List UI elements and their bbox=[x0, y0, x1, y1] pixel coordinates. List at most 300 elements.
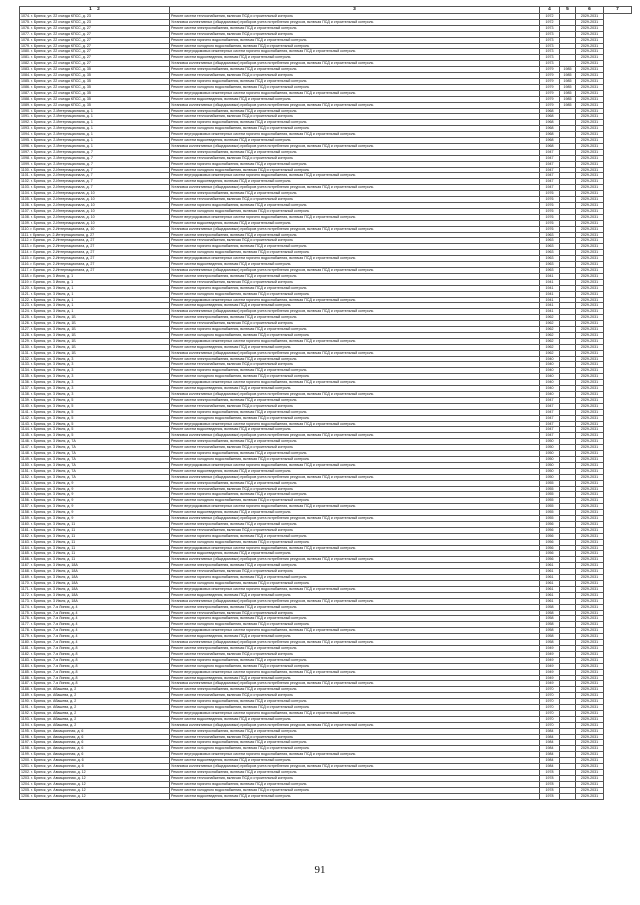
row-year-built: 1968 bbox=[540, 138, 560, 144]
row-planned-period: 2029-2031 bbox=[576, 740, 604, 746]
row-year-built: 1976 bbox=[540, 208, 560, 214]
row-address-text: г. Брянск, ул. 7-я Линия, д. 8 bbox=[30, 681, 78, 686]
row-planned-period: 2029-2031 bbox=[576, 705, 604, 711]
row-work-type: Ремонт внутридомовых инженерных систем горячего водоснабжения, включая ПСД и строительный контроль bbox=[170, 710, 540, 716]
row-planned-period: 2029-2031 bbox=[576, 185, 604, 191]
row-address-text: г. Брянск, ул. 3 Июля, д. 1Б bbox=[30, 344, 76, 349]
row-planned-period: 2029-2031 bbox=[576, 220, 604, 226]
row-address: 1148. г. Брянск, ул. 3 Июля, д. 7А bbox=[20, 451, 170, 457]
row-number: 1107 bbox=[21, 208, 29, 213]
row-year-reconstructed: 1985 bbox=[560, 102, 576, 108]
row-address-text: г. Брянск, ул. 3 Июля, д. 9 bbox=[30, 498, 74, 503]
row-number: 1147 bbox=[21, 445, 29, 450]
row-work-type: Ремонт внутридомовых инженерных систем горячего водоснабжения, включая ПСД и строительный контроль bbox=[170, 462, 540, 468]
row-address-text: г. Брянск, ул. 22 съезда КПСС, д. 23 bbox=[31, 14, 91, 18]
row-planned-period: 2029-2031 bbox=[576, 516, 604, 522]
row-work-type: Ремонт систем водоотведения, включая ПСД и строительный контроль bbox=[170, 262, 540, 268]
row-work-type: Ремонт систем холодного водоснабжения, включая ПСД и строительный контроль bbox=[170, 415, 540, 421]
row-number: 1152 bbox=[21, 474, 29, 479]
row-year-built: 1984 bbox=[540, 752, 560, 758]
row-work-type: Ремонт систем теплоснабжения, включая ПСД и строительный контроль bbox=[170, 445, 540, 451]
row-address: 1161. г. Брянск, ул. 3 Июля, д. 11 bbox=[20, 527, 170, 533]
row-address-text: г. Брянск, ул. 3 Июля, д. 11 bbox=[30, 545, 76, 550]
row-year-built: 1958 bbox=[540, 610, 560, 616]
row-work-type: Ремонт систем электроснабжения, включая ПСД и строительный контроль bbox=[170, 563, 540, 569]
row-address-text: г. Брянск, ул. 3 Июля, д. 7А bbox=[30, 468, 76, 473]
row-address-text: г. Брянск, ул. 7-я Линия, д. 8 bbox=[30, 657, 78, 662]
row-year-built: 1940 bbox=[540, 356, 560, 362]
row-address-text: г. Брянск, ул. 3 Июля, д. 5 bbox=[30, 397, 74, 402]
row-work-type: Ремонт систем холодного водоснабжения, включая ПСД и строительный контроль bbox=[170, 250, 540, 256]
row-year-built: 1955 bbox=[540, 510, 560, 516]
row-planned-period: 2029-2031 bbox=[576, 699, 604, 705]
row-year-built: 1984 bbox=[540, 728, 560, 734]
row-address-text: г. Брянск, ул. 2-Интернационала, д. 1 bbox=[31, 120, 93, 125]
row-address-text: г. Брянск, ул. 3 Июля, д. 18А bbox=[30, 592, 78, 597]
row-work-type: Ремонт систем электроснабжения, включая ПСД и строительный контроль bbox=[170, 67, 540, 73]
row-planned-period: 2029-2031 bbox=[576, 533, 604, 539]
row-planned-period: 2029-2031 bbox=[576, 445, 604, 451]
row-address: 1194. г. Брянск, ул. Абашева, д. 2 bbox=[20, 722, 170, 728]
row-year-built: 1947 bbox=[540, 415, 560, 421]
row-planned-period: 2029-2031 bbox=[576, 179, 604, 185]
row-number: 1150 bbox=[21, 462, 29, 467]
row-planned-period: 2029-2031 bbox=[576, 309, 604, 315]
row-address: 1128. г. Брянск, ул. 3 Июля, д. 1Б bbox=[20, 332, 170, 338]
row-year-built: 1950 bbox=[540, 439, 560, 445]
row-planned-period: 2029-2031 bbox=[576, 557, 604, 563]
row-year-built: 1941 bbox=[540, 279, 560, 285]
row-number: 1139 bbox=[21, 397, 29, 402]
row-number: 1167 bbox=[21, 563, 29, 568]
row-address-text: г. Брянск, ул. 2-Интернационала, д. 10 bbox=[30, 220, 95, 225]
row-planned-period: 2029-2031 bbox=[576, 78, 604, 84]
row-work-type: Ремонт внутридомовых инженерных систем горячего водоснабжения, включая ПСД и строительный контроль bbox=[170, 669, 540, 675]
row-year-built: 1947 bbox=[540, 179, 560, 185]
row-number: 1182 bbox=[21, 651, 29, 656]
row-number: 1118 bbox=[21, 273, 29, 278]
row-address: 1163. г. Брянск, ул. 3 Июля, д. 11 bbox=[20, 539, 170, 545]
row-number: 1172 bbox=[21, 592, 29, 597]
row-planned-period: 2029-2031 bbox=[576, 734, 604, 740]
row-address-text: г. Брянск, ул. 3 Июля, д. 11 bbox=[30, 527, 76, 532]
row-number: 1138 bbox=[21, 392, 29, 396]
row-work-type: Ремонт систем горячего водоснабжения, включая ПСД и строительный контроль bbox=[170, 368, 540, 374]
row-year-built: 1941 bbox=[540, 285, 560, 291]
row-planned-period: 2029-2031 bbox=[576, 669, 604, 675]
row-address: 1195. г. Брянск, ул. Авиационная, д. 6 bbox=[20, 728, 170, 734]
row-planned-period: 2029-2031 bbox=[576, 285, 604, 291]
row-work-type: Ремонт систем горячего водоснабжения, включая ПСД и строительный контроль bbox=[170, 492, 540, 498]
row-address: 1201. г. Брянск, ул. Авиационная, д. 6 bbox=[20, 764, 170, 770]
row-address-text: г. Брянск, ул. 2-Интернационала, д. 27 bbox=[30, 238, 95, 243]
row-address: 1124. г. Брянск, ул. 3 Июля, д. 1 bbox=[20, 309, 170, 315]
row-year-built: 1961 bbox=[540, 563, 560, 569]
row-address-text: г. Брянск, ул. 3 Июля, д. 5 bbox=[30, 433, 74, 438]
row-address: 1141. г. Брянск, ул. 3 Июля, д. 5 bbox=[20, 409, 170, 415]
row-address: 1120. г. Брянск, ул. 3 Июля, д. 1 bbox=[20, 285, 170, 291]
row-year-built: 1956 bbox=[540, 539, 560, 545]
row-planned-period: 2029-2031 bbox=[576, 232, 604, 238]
row-address: 1114. г. Брянск, ул. 2-Интернационала, д. 27 bbox=[20, 250, 170, 256]
row-address-text: г. Брянск, ул. 3 Июля, д. 7А bbox=[30, 445, 76, 450]
row-work-type: Ремонт систем холодного водоснабжения, включая ПСД и строительный контроль bbox=[170, 456, 540, 462]
row-number: 1204 bbox=[21, 781, 29, 786]
row-address: 1129. г. Брянск, ул. 3 Июля, д. 1Б bbox=[20, 338, 170, 344]
row-work-type: Ремонт систем электроснабжения, включая ПСД и строительный контроль bbox=[170, 273, 540, 279]
row-year-built: 1984 bbox=[540, 734, 560, 740]
row-address: 1144. г. Брянск, ул. 3 Июля, д. 5 bbox=[20, 427, 170, 433]
row-planned-period: 2029-2031 bbox=[576, 315, 604, 321]
row-work-type: Ремонт систем теплоснабжения, включая ПСД и строительный контроль bbox=[170, 775, 540, 781]
row-work-type: Ремонт систем теплоснабжения, включая ПСД и строительный контроль bbox=[170, 197, 540, 203]
row-address: 1140. г. Брянск, ул. 3 Июля, д. 5 bbox=[20, 403, 170, 409]
row-planned-period: 2029-2031 bbox=[576, 563, 604, 569]
row-work-type: Установка коллективных (общедомовых) приборов учета потребления ресурсов, включая ПСД и строительный контроль bbox=[170, 267, 540, 273]
row-number: 1206 bbox=[21, 793, 29, 798]
row-work-type: Ремонт систем электроснабжения, включая ПСД и строительный контроль bbox=[170, 356, 540, 362]
row-number: 1122 bbox=[21, 297, 29, 302]
row-address: 1086. г. Брянск, ул. 22 съезда КПСС, д. 35 bbox=[20, 84, 170, 90]
row-address: 1187. г. Брянск, ул. 7-я Линия, д. 8 bbox=[20, 681, 170, 687]
row-year-built: 1940 bbox=[540, 362, 560, 368]
row-year-built: 1970 bbox=[540, 699, 560, 705]
row-address-text: г. Брянск, ул. 22 съезда КПСС, д. 27 bbox=[31, 31, 91, 36]
row-address: 1085. г. Брянск, ул. 22 съезда КПСС, д. 35 bbox=[20, 78, 170, 84]
row-number: 1130 bbox=[21, 344, 29, 349]
row-number: 1171 bbox=[21, 586, 29, 591]
row-number: 1177 bbox=[21, 622, 29, 627]
row-address: 1118. г. Брянск, ул. 3 Июля, д. 1 bbox=[20, 273, 170, 279]
row-number: 1091 bbox=[21, 114, 29, 119]
row-address: 1149. г. Брянск, ул. 3 Июля, д. 7А bbox=[20, 456, 170, 462]
row-planned-period: 2029-2031 bbox=[576, 108, 604, 114]
row-number: 1124 bbox=[21, 309, 29, 314]
row-work-type: Ремонт систем теплоснабжения, включая ПСД и строительный контроль bbox=[170, 362, 540, 368]
row-address-text: г. Брянск, ул. 3 Июля, д. 3 bbox=[30, 374, 74, 379]
row-number: 1157 bbox=[21, 504, 29, 509]
row-address: 1075. г. Брянск, ул. 22 съезда КПСС, д. 23 bbox=[20, 19, 170, 25]
row-work-type: Ремонт систем теплоснабжения, включая ПСД и строительный контроль bbox=[170, 279, 540, 285]
row-work-type: Ремонт систем горячего водоснабжения, включая ПСД и строительный контроль bbox=[170, 203, 540, 209]
row-planned-period: 2029-2031 bbox=[576, 616, 604, 622]
row-work-type: Установка коллективных (общедомовых) приборов учета потребления ресурсов, включая ПСД и строительный контроль bbox=[170, 309, 540, 315]
row-address-text: г. Брянск, ул. 3 Июля, д. 9 bbox=[30, 510, 74, 515]
row-work-type: Установка коллективных (общедомовых) приборов учета потребления ресурсов, включая ПСД и строительный контроль bbox=[170, 433, 540, 439]
row-address: 1156. г. Брянск, ул. 3 Июля, д. 9 bbox=[20, 498, 170, 504]
row-work-type: Ремонт внутридомовых инженерных систем горячего водоснабжения, включая ПСД и строительный контроль bbox=[170, 173, 540, 179]
row-year-built: 1962 bbox=[540, 327, 560, 333]
row-address-text: г. Брянск, ул. 3 Июля, д. 7А bbox=[30, 456, 76, 461]
row-work-type: Ремонт систем теплоснабжения, включая ПСД и строительный контроль bbox=[170, 569, 540, 575]
row-work-type: Установка коллективных (общедомовых) приборов учета потребления ресурсов, включая ПСД и строительный контроль bbox=[170, 681, 540, 687]
row-year-built: 1958 bbox=[540, 604, 560, 610]
row-address: 1083. г. Брянск, ул. 22 съезда КПСС, д. 35 bbox=[20, 67, 170, 73]
row-address-text: г. Брянск, ул. Авиационная, д. 12 bbox=[31, 793, 86, 798]
row-planned-period: 2029-2031 bbox=[576, 622, 604, 628]
row-address: 1100. г. Брянск, ул. 2-Интернационала, д. 7 bbox=[20, 167, 170, 173]
row-year-built: 1970 bbox=[540, 710, 560, 716]
row-address: 1106. г. Брянск, ул. 2-Интернационала, д. 10 bbox=[20, 203, 170, 209]
row-address: 1172. г. Брянск, ул. 3 Июля, д. 18А bbox=[20, 592, 170, 598]
row-year-built: 1950 bbox=[540, 468, 560, 474]
row-address: 1116. г. Брянск, ул. 2-Интернационала, д. 27 bbox=[20, 262, 170, 268]
row-address: 1170. г. Брянск, ул. 3 Июля, д. 18А bbox=[20, 581, 170, 587]
row-work-type: Ремонт систем холодного водоснабжения, включая ПСД и строительный контроль bbox=[170, 622, 540, 628]
row-address: 1192. г. Брянск, ул. Абашева, д. 2 bbox=[20, 710, 170, 716]
row-year-built: 1970 bbox=[540, 687, 560, 693]
row-year-built: 1940 bbox=[540, 386, 560, 392]
row-year-built: 1949 bbox=[540, 645, 560, 651]
row-planned-period: 2029-2031 bbox=[576, 208, 604, 214]
row-year-built: 1955 bbox=[540, 498, 560, 504]
row-year-built: 1947 bbox=[540, 403, 560, 409]
row-address-text: г. Брянск, ул. 3 Июля, д. 1Б bbox=[30, 315, 76, 320]
row-year-built: 1962 bbox=[540, 344, 560, 350]
row-year-built: 1950 bbox=[540, 451, 560, 457]
row-year-built: 1979 bbox=[540, 78, 560, 84]
header-col-4: 4 bbox=[540, 7, 560, 14]
row-address-text: г. Брянск, ул. 3 Июля, д. 9 bbox=[30, 492, 74, 497]
row-year-built: 1958 bbox=[540, 616, 560, 622]
row-work-type: Ремонт систем водоотведения, включая ПСД и строительный контроль bbox=[170, 675, 540, 681]
row-address-text: г. Брянск, ул. 3 Июля, д. 9 bbox=[30, 516, 74, 521]
row-number: 1121 bbox=[21, 291, 29, 296]
row-year-built: 1968 bbox=[540, 143, 560, 149]
row-address-text: г. Брянск, ул. 3 Июля, д. 5 bbox=[30, 403, 74, 408]
row-number: 1128 bbox=[21, 332, 29, 337]
row-work-type: Ремонт систем горячего водоснабжения, включая ПСД и строительный контроль bbox=[170, 740, 540, 746]
row-address: 1169. г. Брянск, ул. 3 Июля, д. 18А bbox=[20, 575, 170, 581]
row-number: 1205 bbox=[21, 787, 29, 792]
row-number: 1148 bbox=[21, 451, 29, 456]
row-number: 1102 bbox=[21, 179, 29, 184]
row-number: 1126 bbox=[21, 321, 29, 326]
row-address-text: г. Брянск, ул. 2-Интернационала, д. 10 bbox=[30, 208, 95, 213]
row-planned-period: 2029-2031 bbox=[576, 598, 604, 604]
table-body bbox=[20, 14, 632, 800]
row-address-text: г. Брянск, ул. 3 Июля, д. 3 bbox=[30, 356, 74, 361]
row-planned-period: 2029-2031 bbox=[576, 279, 604, 285]
row-address-text: г. Брянск, ул. 2-Интернационала, д. 27 bbox=[30, 256, 95, 261]
row-year-reconstructed: 1985 bbox=[560, 78, 576, 84]
row-work-type: Установка коллективных (общедомовых) приборов учета потребления ресурсов, включая ПСД и строительный контроль bbox=[170, 722, 540, 728]
row-address: 1162. г. Брянск, ул. 3 Июля, д. 11 bbox=[20, 533, 170, 539]
row-work-type: Ремонт систем теплоснабжения, включая ПСД и строительный контроль bbox=[170, 651, 540, 657]
row-work-type: Ремонт внутридомовых инженерных систем горячего водоснабжения, включая ПСД и строительный контроль bbox=[170, 49, 540, 55]
row-address-text: г. Брянск, ул. 3 Июля, д. 5 bbox=[30, 427, 74, 432]
header-col-3: 3 bbox=[170, 7, 540, 14]
row-year-built: 1978 bbox=[540, 770, 560, 776]
row-address: 1123. г. Брянск, ул. 3 Июля, д. 1 bbox=[20, 303, 170, 309]
row-work-type: Ремонт систем электроснабжения, включая ПСД и строительный контроль bbox=[170, 149, 540, 155]
row-work-type: Ремонт систем электроснабжения, включая ПСД и строительный контроль bbox=[170, 521, 540, 527]
row-planned-period: 2029-2031 bbox=[576, 722, 604, 728]
row-work-type: Ремонт систем электроснабжения, включая ПСД и строительный контроль bbox=[170, 687, 540, 693]
row-address: 1092. г. Брянск, ул. 2-Интернационала, д. 1 bbox=[20, 120, 170, 126]
row-address: 1205. г. Брянск, ул. Авиационная, д. 12 bbox=[20, 787, 170, 793]
row-number: 1109 bbox=[21, 220, 29, 225]
row-address: 1200. г. Брянск, ул. Авиационная, д. 6 bbox=[20, 758, 170, 764]
row-address: 1146. г. Брянск, ул. 3 Июля, д. 7А bbox=[20, 439, 170, 445]
row-work-type: Ремонт систем теплоснабжения, включая ПСД и строительный контроль bbox=[170, 114, 540, 120]
row-address: 1104. г. Брянск, ул. 2-Интернационала, д. 10 bbox=[20, 191, 170, 197]
row-year-built: 1978 bbox=[540, 793, 560, 799]
table-header-row bbox=[20, 7, 632, 14]
row-work-type: Ремонт систем электроснабжения, включая ПСД и строительный контроль bbox=[170, 480, 540, 486]
row-planned-period: 2029-2031 bbox=[576, 486, 604, 492]
row-year-built: 1950 bbox=[540, 474, 560, 480]
row-year-built: 1973 bbox=[540, 25, 560, 31]
row-planned-period: 2029-2031 bbox=[576, 645, 604, 651]
row-address: 1097. г. Брянск, ул. 2-Интернационала, д. 7 bbox=[20, 149, 170, 155]
row-number: 1099 bbox=[21, 161, 29, 166]
row-year-reconstructed: 1985 bbox=[560, 67, 576, 73]
row-address: 1179. г. Брянск, ул. 7-я Линия, д. 4 bbox=[20, 634, 170, 640]
row-year-built: 1958 bbox=[540, 640, 560, 646]
row-year-built: 1978 bbox=[540, 781, 560, 787]
row-address: 1151. г. Брянск, ул. 3 Июля, д. 7А bbox=[20, 468, 170, 474]
row-work-type: Ремонт систем электроснабжения, включая ПСД и строительный контроль bbox=[170, 604, 540, 610]
row-year-built: 1949 bbox=[540, 663, 560, 669]
row-address: 1199. г. Брянск, ул. Авиационная, д. 6 bbox=[20, 752, 170, 758]
row-year-built: 1962 bbox=[540, 315, 560, 321]
row-number: 1161 bbox=[21, 527, 29, 532]
row-year-built: 1961 bbox=[540, 592, 560, 598]
row-year-built: 1973 bbox=[540, 31, 560, 37]
row-address-text: г. Брянск, ул. Авиационная, д. 6 bbox=[30, 746, 84, 751]
row-work-type: Установка коллективных (общедомовых) приборов учета потребления ресурсов, включая ПСД и строительный контроль bbox=[170, 557, 540, 563]
row-number: 1129 bbox=[21, 338, 29, 343]
row-work-type: Ремонт систем теплоснабжения, включая ПСД и строительный контроль bbox=[170, 238, 540, 244]
row-address: 1134. г. Брянск, ул. 3 Июля, д. 3 bbox=[20, 368, 170, 374]
row-address: 1089. г. Брянск, ул. 22 съезда КПСС, д. 35 bbox=[20, 102, 170, 108]
row-number: 1142 bbox=[21, 415, 29, 420]
row-address-text: г. Брянск, ул. Авиационная, д. 6 bbox=[30, 740, 84, 745]
row-planned-period: 2029-2031 bbox=[576, 675, 604, 681]
row-address-text: г. Брянск, ул. 3 Июля, д. 11 bbox=[30, 521, 76, 526]
row-year-built: 1947 bbox=[540, 397, 560, 403]
row-address-text: г. Брянск, ул. 22 съезда КПСС, д. 27 bbox=[31, 25, 91, 30]
row-work-type: Ремонт систем горячего водоснабжения, включая ПСД и строительный контроль bbox=[170, 533, 540, 539]
row-address-text: г. Брянск, ул. 3 Июля, д. 7А bbox=[30, 462, 76, 467]
row-address-text: г. Брянск, ул. Авиационная, д. 12 bbox=[31, 787, 86, 792]
row-number: 1155 bbox=[21, 492, 29, 497]
row-address: 1080. г. Брянск, ул. 22 съезда КПСС, д. 27 bbox=[20, 49, 170, 55]
row-address-text: г. Брянск, ул. 2-Интернационала, д. 7 bbox=[31, 161, 93, 166]
row-planned-period: 2029-2031 bbox=[576, 716, 604, 722]
row-planned-period: 2029-2031 bbox=[576, 403, 604, 409]
row-work-type: Ремонт систем теплоснабжения, включая ПСД и строительный контроль bbox=[170, 486, 540, 492]
row-work-type: Ремонт систем холодного водоснабжения, включая ПСД и строительный контроль bbox=[170, 374, 540, 380]
row-work-type: Ремонт систем электроснабжения, включая ПСД и строительный контроль bbox=[170, 315, 540, 321]
row-work-type: Ремонт систем теплоснабжения, включая ПСД и строительный контроль bbox=[170, 321, 540, 327]
row-planned-period: 2029-2031 bbox=[576, 173, 604, 179]
row-address-text: г. Брянск, ул. 3 Июля, д. 18А bbox=[30, 598, 78, 603]
row-planned-period: 2029-2031 bbox=[576, 214, 604, 220]
row-address-text: г. Брянск, ул. 22 съезда КПСС, д. 35 bbox=[31, 96, 91, 101]
row-year-built: 1968 bbox=[540, 132, 560, 138]
row-planned-period: 2029-2031 bbox=[576, 203, 604, 209]
row-address: 1132. г. Брянск, ул. 3 Июля, д. 3 bbox=[20, 356, 170, 362]
row-planned-period: 2029-2031 bbox=[576, 397, 604, 403]
row-planned-period: 2029-2031 bbox=[576, 793, 604, 799]
row-address: 1094. г. Брянск, ул. 2-Интернационала, д. 1 bbox=[20, 132, 170, 138]
row-work-type: Ремонт систем холодного водоснабжения, включая ПСД и строительный контроль bbox=[170, 539, 540, 545]
row-work-type: Ремонт систем электроснабжения, включая ПСД и строительный контроль bbox=[170, 191, 540, 197]
row-planned-period: 2029-2031 bbox=[576, 84, 604, 90]
row-planned-period: 2029-2031 bbox=[576, 37, 604, 43]
row-address-text: г. Брянск, ул. 7-я Линия, д. 8 bbox=[30, 651, 78, 656]
row-address: 1095. г. Брянск, ул. 2-Интернационала, д. 1 bbox=[20, 138, 170, 144]
row-year-built: 1956 bbox=[540, 533, 560, 539]
row-address-text: г. Брянск, ул. 3 Июля, д. 7А bbox=[30, 439, 76, 444]
row-address: 1081. г. Брянск, ул. 22 съезда КПСС, д. 27 bbox=[20, 55, 170, 61]
row-number: 1176 bbox=[21, 616, 29, 621]
row-number: 1115 bbox=[21, 256, 29, 261]
row-address: 1103. г. Брянск, ул. 2-Интернационала, д. 7 bbox=[20, 185, 170, 191]
row-planned-period: 2029-2031 bbox=[576, 728, 604, 734]
row-planned-period: 2029-2031 bbox=[576, 132, 604, 138]
row-number: 1183 bbox=[21, 657, 29, 662]
row-planned-period: 2029-2031 bbox=[576, 657, 604, 663]
row-address: 1174. г. Брянск, ул. 7-я Линия, д. 4 bbox=[20, 604, 170, 610]
row-year-built: 1947 bbox=[540, 149, 560, 155]
row-planned-period: 2029-2031 bbox=[576, 303, 604, 309]
row-year-built: 1968 bbox=[540, 114, 560, 120]
row-address-text: г. Брянск, ул. 2-Интернационала, д. 7 bbox=[30, 173, 93, 178]
row-planned-period: 2029-2031 bbox=[576, 521, 604, 527]
row-address-text: г. Брянск, ул. 3 Июля, д. 18А bbox=[30, 575, 78, 580]
row-number: 1174 bbox=[21, 604, 29, 609]
row-year-built: 1941 bbox=[540, 273, 560, 279]
row-planned-period: 2029-2031 bbox=[576, 439, 604, 445]
row-number: 1170 bbox=[21, 581, 29, 585]
row-year-built: 1973 bbox=[540, 37, 560, 43]
row-address: 1150. г. Брянск, ул. 3 Июля, д. 7А bbox=[20, 462, 170, 468]
row-year-built: 1963 bbox=[540, 262, 560, 268]
row-address-text: г. Брянск, ул. 2-Интернационала, д. 7 bbox=[30, 185, 93, 190]
row-planned-period: 2029-2031 bbox=[576, 273, 604, 279]
row-number: 1191 bbox=[21, 705, 29, 710]
row-planned-period: 2029-2031 bbox=[576, 681, 604, 687]
row-number: 1095 bbox=[21, 138, 29, 143]
row-work-type: Установка коллективных (общедомовых) приборов учета потребления ресурсов, включая ПСД и строительный контроль bbox=[170, 764, 540, 770]
row-year-built: 1984 bbox=[540, 746, 560, 752]
row-address: 1185. г. Брянск, ул. 7-я Линия, д. 8 bbox=[20, 669, 170, 675]
row-work-type: Ремонт внутридомовых инженерных систем горячего водоснабжения, включая ПСД и строительный контроль bbox=[170, 586, 540, 592]
header-col-6: 6 bbox=[576, 7, 604, 14]
row-year-built: 1956 bbox=[540, 551, 560, 557]
row-number: 1081 bbox=[21, 55, 29, 60]
row-year-built: 1973 bbox=[540, 43, 560, 49]
row-number: 1116 bbox=[21, 262, 29, 267]
row-planned-period: 2029-2031 bbox=[576, 61, 604, 67]
row-work-type: Установка коллективных (общедомовых) приборов учета потребления ресурсов, включая ПСД и строительный контроль bbox=[170, 143, 540, 149]
row-address: 1182. г. Брянск, ул. 7-я Линия, д. 8 bbox=[20, 651, 170, 657]
row-planned-period: 2029-2031 bbox=[576, 545, 604, 551]
row-address-text: г. Брянск, ул. 2-Интернационала, д. 1 bbox=[31, 132, 93, 137]
row-planned-period: 2029-2031 bbox=[576, 634, 604, 640]
row-planned-period: 2029-2031 bbox=[576, 775, 604, 781]
row-work-type: Ремонт систем теплоснабжения, включая ПСД и строительный контроль bbox=[170, 155, 540, 161]
row-work-type: Ремонт внутридомовых инженерных систем горячего водоснабжения, включая ПСД и строительный контроль bbox=[170, 504, 540, 510]
row-address-text: г. Брянск, ул. 3 Июля, д. 7А bbox=[30, 474, 76, 479]
row-year-built: 1962 bbox=[540, 332, 560, 338]
row-number: 1164 bbox=[21, 545, 29, 550]
row-address: 1102. г. Брянск, ул. 2-Интернационала, д. 7 bbox=[20, 179, 170, 185]
row-year-built: 1970 bbox=[540, 716, 560, 722]
